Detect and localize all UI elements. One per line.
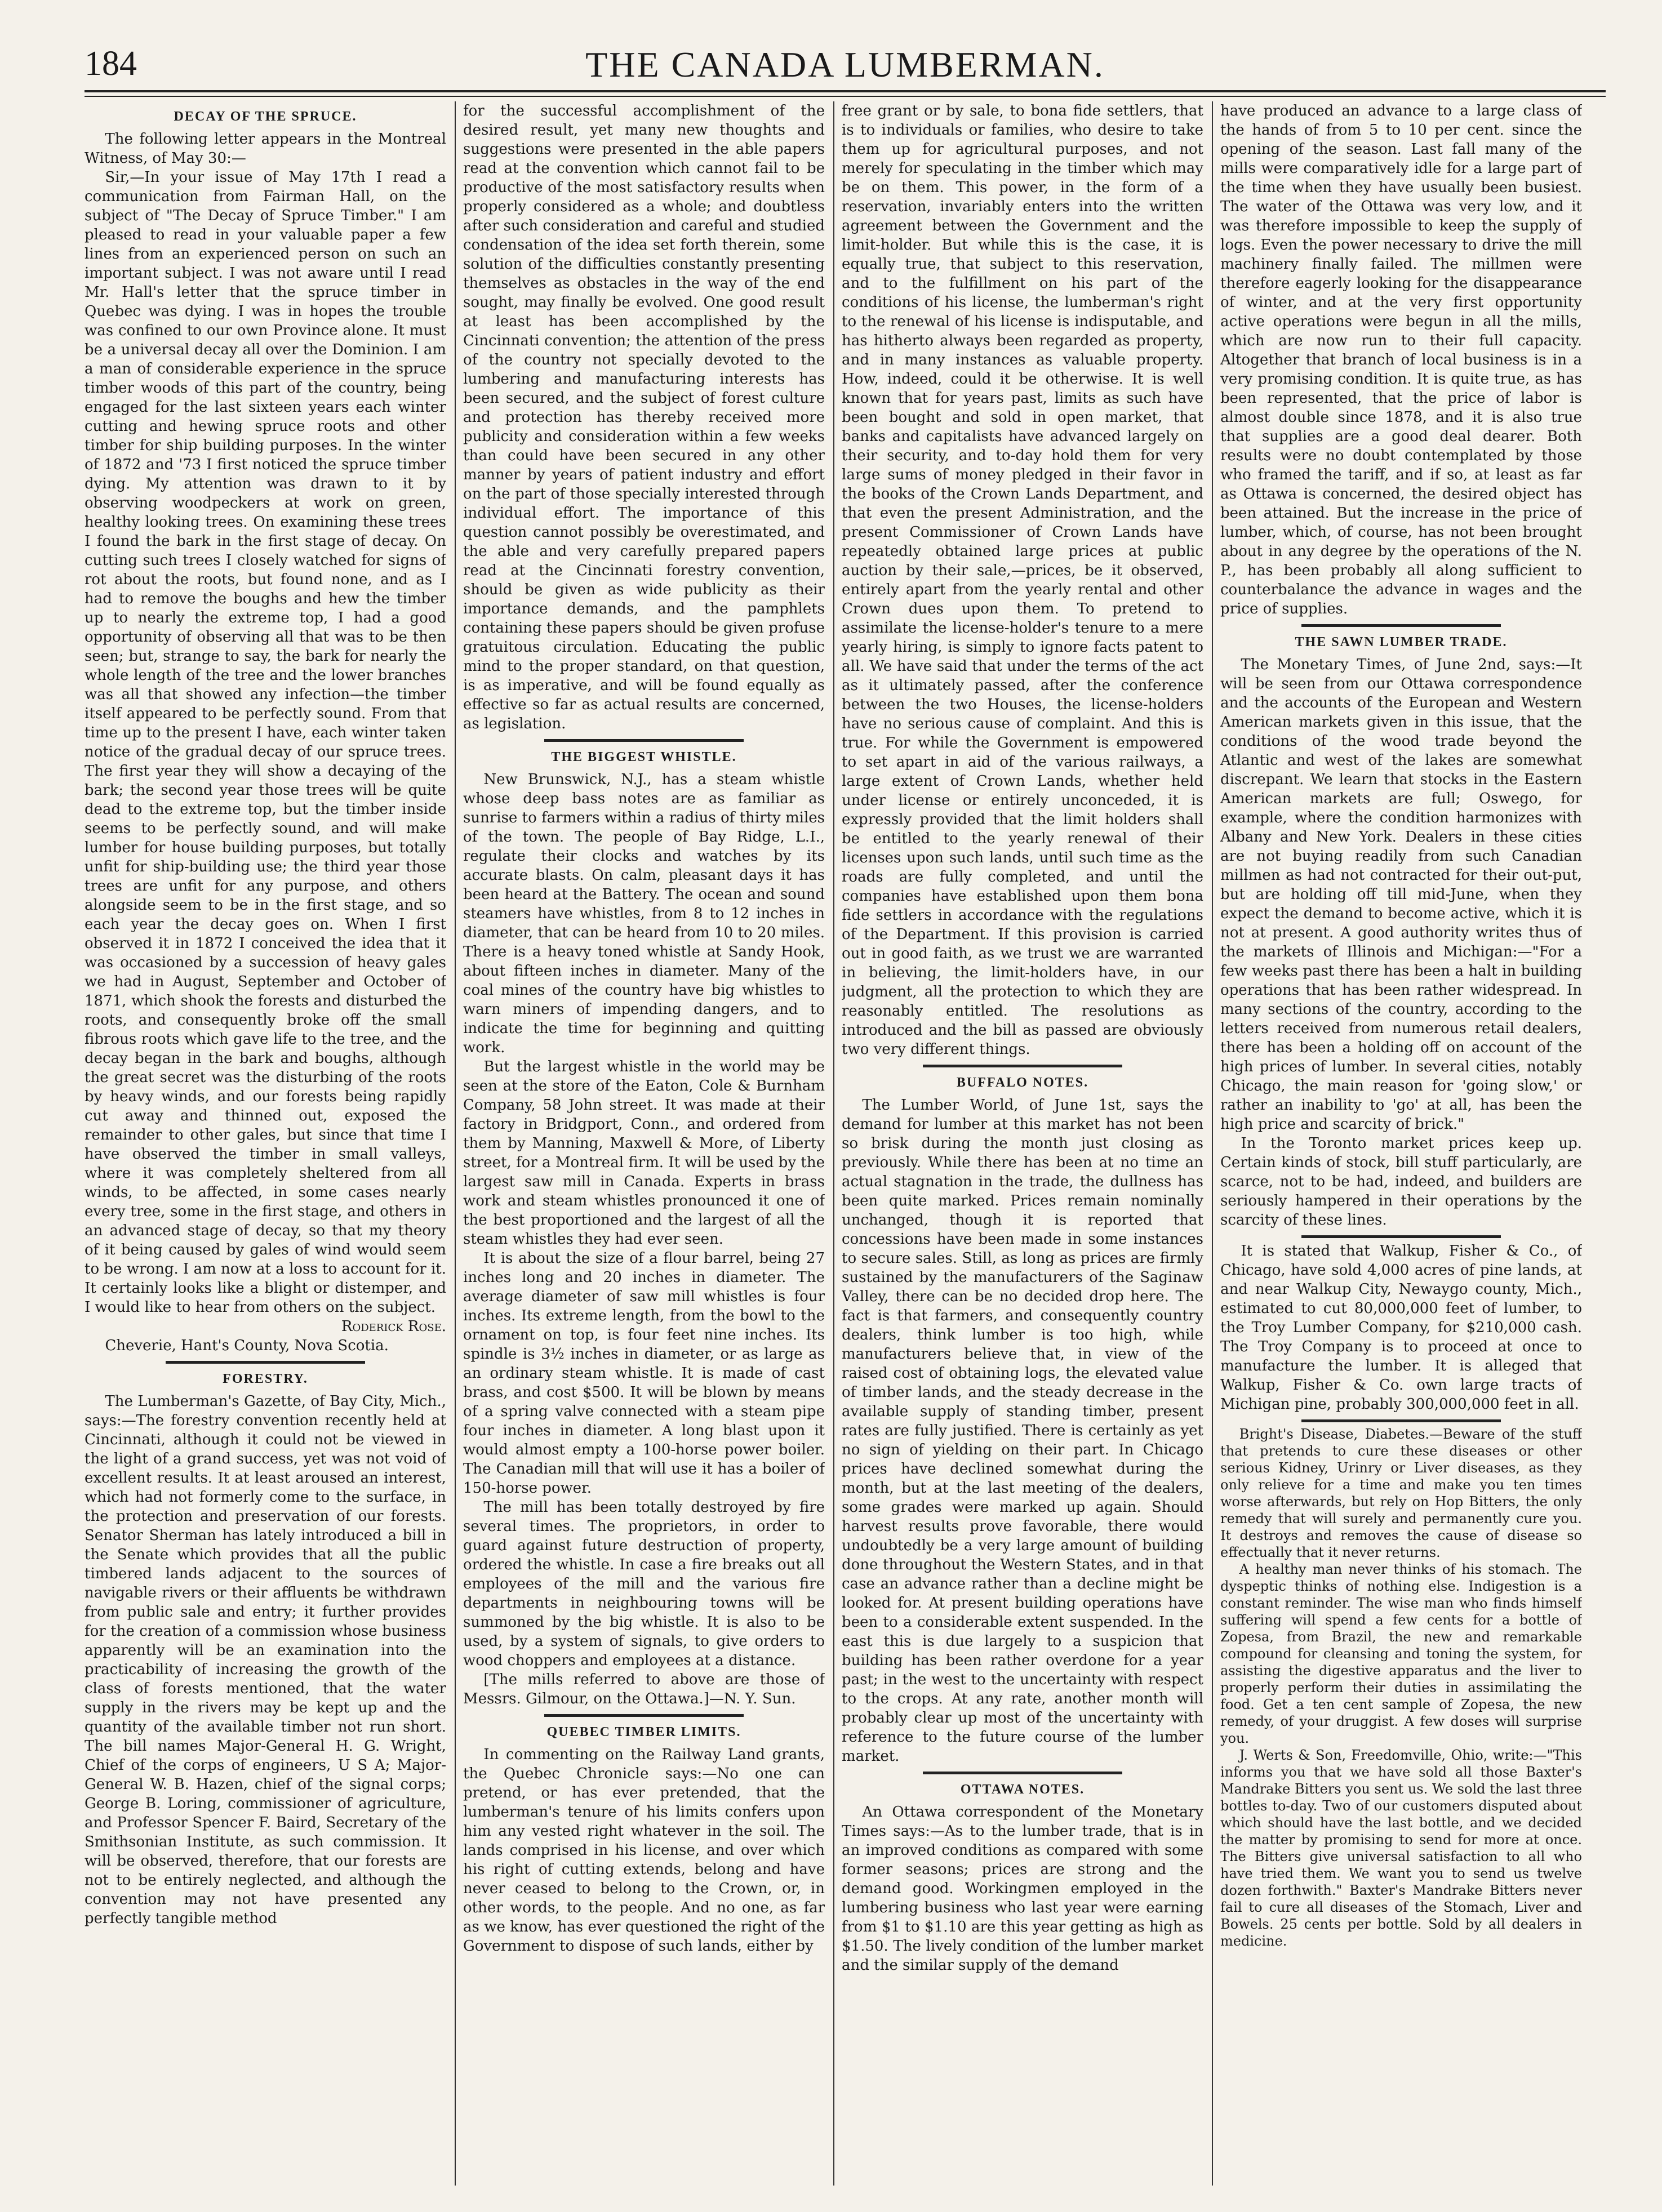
article-paragraph: A healthy man never thinks of his stomach. The dyspeptic thinks of nothing else. Indigestion is a constant reminder. The wise man who finds himself suffering will spend a few cents for a bottle of Zopesa, from Brazil, the new and remarkable compound for cleansing and toning the system, for assisting the digestive apparatus and the liver to properly perform their duties in assimilating the food. Get a ten cent sample of Zopesa, the new remedy, of your druggist. A few doses will surprise you. bbox=[1220, 1561, 1582, 1746]
article-heading: THE SAWN LUMBER TRADE. bbox=[1295, 635, 1508, 649]
article-paragraph: But the largest whistle in the world may be seen at the store of the Eaton, Cole & Burnham Company, 58 John street. It was made at their factory in Bridgport, Conn., and ordered from them by Manning, Maxwell & More, of Liberty street, for a Montreal firm. It will be used by the largest saw mill in Canada. Experts in brass work and steam whistles pronounced it one of the best proportioned and the largest of all the steam whistles they had ever seen. bbox=[463, 1058, 825, 1248]
article bbox=[842, 1772, 1203, 1975]
column-2 bbox=[463, 101, 825, 2197]
article-rule bbox=[923, 1065, 1122, 1067]
article-heading: QUEBEC TIMBER LIMITS. bbox=[546, 1725, 741, 1739]
article-paragraph: It is stated that Walkup, Fisher & Co., of Chicago, have sold 4,000 acres of pine lands, at and near Walkup City, Newaygo county, Mich., estimated to cut 80,000,000 feet of lumber, to the Troy Lumber Company, for $210,000 cash. The Troy Company is to proceed at once to manufacture the lumber. It is alleged that Walkup, Fisher & Co. own large tracts of Michigan pine, probably 300,000,000 feet in all. bbox=[1220, 1243, 1582, 1413]
masthead bbox=[85, 44, 1606, 95]
article-paragraph: Bright's Disease, Diabetes.—Beware of the stuff that pretends to cure these diseases or other serious Kidney, Urinry or Liver diseases, as they only relieve for a time and make you ten times worse afterwards, but rely on Hop Bitters, the only remedy that will surely and permanently cure you. It destroys and removes the cause of disease so effectually that it never returns. bbox=[1220, 1426, 1582, 1560]
article bbox=[1220, 624, 1582, 1230]
article-rule bbox=[166, 1361, 365, 1364]
column-separator bbox=[455, 101, 456, 2186]
article bbox=[842, 1065, 1203, 1766]
article bbox=[1220, 1419, 1582, 1950]
newspaper-title: THE CANADA LUMBERMAN. bbox=[585, 44, 1105, 84]
article bbox=[463, 1714, 825, 1956]
article-rule bbox=[1301, 624, 1500, 627]
article bbox=[85, 107, 446, 1355]
article-rule bbox=[1301, 1419, 1500, 1422]
article bbox=[463, 739, 825, 1708]
article-rule bbox=[544, 1714, 743, 1717]
article bbox=[1220, 101, 1582, 618]
column-separator bbox=[833, 101, 834, 2186]
article-paragraph: New Brunswick, N.J., has a steam whistle whose deep bass notes are as familiar as sunrise to farmers within a radius of thirty miles of the town. The people of Bay Ridge, L.I., regulate their clocks and watches by its accurate blasts. On calm, pleasant days it has been heard at the Battery. The ocean and sound steamers have whistles, from 8 to 12 inches in diameter, that can be heard from 10 to 20 miles. There is a heavy toned whistle at Sandy Hook, about fifteen inches in diameter. Many of the coal mines of the country have big whistles to warn miners of impending dangers, and to indicate the time for beginning and quitting work. bbox=[463, 771, 825, 1056]
masthead-rule bbox=[85, 90, 1606, 97]
article bbox=[85, 1361, 446, 1928]
column-1 bbox=[85, 101, 446, 2197]
article-paragraph: [The mills referred to above are those of Messrs. Gilmour, on the Ottawa.]—N. Y. Sun. bbox=[463, 1671, 825, 1707]
article bbox=[1220, 1235, 1582, 1414]
article-heading: THE BIGGEST WHISTLE. bbox=[551, 750, 737, 764]
article-paragraph: In commenting on the Railway Land grants, the Quebec Chronicle says:—No one can pretend, or has ever pretended, that the lumberman's tenure of his limits confers upon him any vested right whatever in the soil. The lands comprised in his license, and over which his right of cutting extends, belong and have never ceased to belong to the Crown, or, in other words, to the people. And no one, as far as we know, has ever questioned the right of the Government to dispose of such lands, either by bbox=[463, 1746, 825, 1955]
article-signature: Roderick Rose. bbox=[341, 1318, 446, 1335]
article-rule bbox=[1301, 1235, 1500, 1238]
article-paragraph: for the successful accomplishment of the desired result, yet many new thoughts and suggestions were presented in the able papers read at the convention which cannot fail to be productive of the most satisfactory results when properly considered as a whole; and doubtless after such consideration and careful and studied condensation of the idea set forth therein, some solution of the difficulties constantly presenting themselves as obstacles in the way of the end sought, may finally be evolved. One good result at least has been accomplished by the Cincinnati convention; the attention of the press of the country not specially devoted to the lumbering and manufacturing interests has been secured, and the subject of forest culture and protection has thereby received more publicity and consideration within a few weeks than could have been secured in any other manner by years of patient industry and effort on the part of those specially interested through individual effort. The importance of this question cannot possibly be overestimated, and the able and very carefully prepared papers read at the Cincinnati forestry convention, should be given as wide publicity as their importance demands, and the pamphlets containing these papers should be given profuse gratuitous circulation. Educating the public mind to the proper standard, on that question, is as imperative, and will be found equally as effective so far as actual results are concerned, as legislation. bbox=[463, 103, 825, 732]
article-heading: DECAY OF THE SPRUCE. bbox=[174, 109, 357, 124]
article-paragraph: Sir,—In your issue of May 17th I read a communication from Fairman Hall, on the subject of "The Decay of Spruce Timber." I am pleased to read in your valuable paper a few lines from an experienced person on such an important subject. I was not aware until I read Mr. Hall's letter that the spruce timber in Quebec was dying. I was in hopes the trouble was confined to our own Province alone. It must be a universal decay all over the Dominion. I am a man of considerable experience in the spruce timber woods of this part of the country, being engaged for the last sixteen years each winter cutting and hewing spruce roots and other timber for ship building purposes. In the winter of 1872 and '73 I first noticed the spruce timber dying. My attention was drawn to it by observing woodpeckers at work on green, healthy looking trees. On examining these trees I found the bark in the first stage of decay. On cutting such trees I closely watched for signs of rot about the roots, but found none, and as I had to remove the boughs and hew the timber up to nearly the extreme top, I had a good opportunity of observing all that was to be then seen; but, strange to say, the bark for nearly the whole length of the tree and the lower branches was all that showed any infection—the timber itself appeared to be perfectly sound. From that time up to the present I have, each winter taken notice of the gradual decay of our spruce trees. The first year they will show a decaying of the bark; the second year those trees will be quite dead to the extreme top, but the timber inside seems to be perfectly sound, and will make lumber for house building purposes, but totally unfit for ship-building use; the third year those trees are unfit for any purpose, and others alongside seem to be in the first stage, and so each year the decay goes on. When I first observed it in 1872 I conceived the idea that it was occasioned by a succession of heavy gales we had in August, September and October of 1871, which shook the forests and disturbed the roots, and consequently broke off the small fibrous roots which gave life to the tree, and the decay began in the bark and boughs, although the great secret was the disturbing of the roots by heavy winds, and our forests being rapidly cut away and thinned out, exposed the remainder to other gales, but since that time I have observed the timber in small valleys, where it was completely sheltered from all winds, to be affected, in some cases nearly every tree, some in the first stage, and others in an advanced stage of decay, so that my theory of it being caused by gales of wind would seem to be wrong. I am now at a loss to account for it. It certainly looks like a blight or distemper, and I would like to hear from others on the subject. bbox=[85, 169, 446, 1316]
article-heading: OTTAWA NOTES. bbox=[960, 1782, 1085, 1797]
article-paragraph: An Ottawa correspondent of the Monetary Times says:—As to the lumber trade, that is in an improved conditions as compared with some former seasons; prices are strong and the demand good. Workingmen employed in the lumbering business who last year were earning from $1 to $1.10 are this year getting as high as $1.50. The lively condition of the lumber market and the similar supply of the demand bbox=[842, 1804, 1203, 1974]
article-paragraph: free grant or by sale, to bona fide settlers, that is to individuals or families, who desire to take them up for agricultural purposes, and not merely for speculating in the timber which may be on them. This power, in the form of a reservation, invariably enters into the written agreement between the Government and the limit-holder. But while this is the case, it is equally true, that subject to this reservation, and to the fulfillment on his part of the conditions of his license, the lumberman's right to the renewal of his license is indisputable, and has hitherto always been regarded as property, and in many instances as valuable property. How, indeed, could it be otherwise. It is well known that for years past, limits as such have been bought and sold in open market, that banks and capitalists have advanced largely on their security, and to-day hold them for very large sums of money pledged in their favor in the books of the Crown Lands Department, and that even the present Administration, and the present Commissioner of Crown Lands have repeatedly obtained large prices at public auction by their sale,—prices, be it observed, entirely apart from the yearly rental and other Crown dues upon them. To pretend to assimilate the license-holder's tenure to a mere yearly hiring, is simply to ignore facts patent to all. We have said that under the terms of the act as it ultimately passed, after the conference between the two Houses, the license-holders have no serious cause of complaint. And this is true. For while the Government is empowered to set apart in aid of the various railways, a large extent of Crown Lands, whether held under license or entirely unconceded, it is expressly provided that the limit holders shall be entitled to the yearly renewal of their licenses upon such lands, until such time as the roads are fully completed, and until the companies have established upon them bona fide settlers in accordance with the regulations of the Department. If this provision is carried out in good faith, as we trust we are warranted in believing, the limit-holders have, in our judgment, all the protection to which they are reasonably entitled. The resolutions as introduced and the bill as passed are obviously two very different things. bbox=[842, 103, 1203, 1058]
article-dateline: Cheverie, Hant's County, Nova Scotia. bbox=[105, 1337, 389, 1354]
column-separator bbox=[1212, 101, 1213, 2186]
article-heading: BUFFALO NOTES. bbox=[956, 1075, 1089, 1090]
article bbox=[463, 101, 825, 733]
article-paragraph: It is about the size of a flour barrel, being 27 inches long and 20 inches in diameter. The average diameter of saw mill whistles is four inches. Its extreme length, from the bowl to the ornament on top, is four feet nine inches. Its spindle is 3½ inches in diameter, or as large as an ordinary steam whistle. It is made of cast brass, and cost $500. It will be blown by means of a spring valve connected with a steam pipe four inches in diameter. A long blast upon it would almost empty a 100-horse power boiler. The Canadian mill that will use it has a boiler of 150-horse power. bbox=[463, 1250, 825, 1497]
article-paragraph: The Monetary Times, of June 2nd, says:—It will be seen from our Ottawa correspondence and the accounts of the European and Western American markets given in this issue, that the conditions of the wood trade beyond the Atlantic and west of the lakes are somewhat discrepant. We learn that stocks in the Eastern American markets are full; Oswego, for example, where the condition harmonizes with Albany and New York. Dealers in these cities are not buying readily from such Canadian millmen as had not contracted for their out-put, but are holding off till mid-June, when they expect the demand to become active, which it is not at present. A good authority writes thus of the markets of Illinois and Michigan:—"For a few weeks past there has been a halt in building operations that has been rather widespread. In many sections of the country, according to the letters received from numerous retail dealers, there has been a holding off on account of the high prices of lumber. In several cities, notably Chicago, the main reason for 'going slow,' or rather an inability to 'go' at all, has been the high price and scarcity of brick." bbox=[1220, 656, 1582, 1133]
page-number: 184 bbox=[85, 44, 137, 83]
article-paragraph: In the Toronto market prices keep up. Certain kinds of stock, bill stuff particularly, are scarce, not to be had, indeed, and builders are seriously hampered in their operations by the scarcity of these lines. bbox=[1220, 1135, 1582, 1229]
article-paragraph: J. Werts & Son, Freedomville, Ohio, write:—"This informs you that we have sold all those Baxter's Mandrake Bitters you sent us. We sold the last three bottles to-day. Two of our customers disputed about which should have the last bottle, and we decided the matter by promising to send for more at once. The Bitters give universal satisfaction to all who have tried them. We want you to send us twelve dozen forthwith." Baxter's Mandrake Bitters never fail to cure all diseases of the Stomach, Liver and Bowels. 25 cents per bottle. Sold by all dealers in medicine. bbox=[1220, 1747, 1582, 1949]
column-4 bbox=[1220, 101, 1582, 2197]
article-heading: FORESTRY. bbox=[223, 1372, 308, 1386]
article bbox=[842, 101, 1203, 1059]
article-rule bbox=[544, 739, 743, 742]
article-paragraph: have produced an advance to a large class of the hands of from 5 to 10 per cent. since the opening of the season. Last fall many of the mills were comparatively idle for a large part of the time when they have usually been busiest. The water of the Ottawa was very low, and it was therefore impossible to keep the supply of logs. Even the power necessary to drive the mill machinery finally failed. The millmen were therefore eagerly looking for the disappearance of winter, and at the very first opportunity active operations were begun in all the mills, which are now run to their full capacity. Altogether that branch of local business is in a very promising condition. It is quite true, as has been represented, that the price of labor is almost double since 1878, and it is also true that supplies are a good deal dearer. Both results were no doubt contemplated by those who framed the tariff, and if so, at least as far as Ottawa is concerned, the desired object has been attained. But the increase in the price of lumber, which, of course, has not been brought about in any degree by the operations of the N. P., has been probably all along sufficient to counterbalance the advance in wages and the price of supplies. bbox=[1220, 103, 1582, 617]
article-paragraph: The Lumberman's Gazette, of Bay City, Mich., says:—The forestry convention recently held at Cincinnati, although it could not be viewed in the light of a grand success, yet was not void of excellent results. It at least aroused an interest, which had not formerly come to the surface, in the protection and preservation of our forests. Senator Sherman has lately introduced a bill in the Senate which provides that all the public timbered lands adjacent to the sources of navigable rivers or their affluents be withdrawn from public sale and entry; it further provides for the creation of a commission whose business apparently will be an examination into the practicability of increasing the growth of the class of forests mentioned, that the water supply in the rivers may be kept up and the quantity of the available timber not run short. The bill names Major-General H. G. Wright, Chief of the corps of engineers, U S A; Major-General W. B. Hazen, chief of the signal corps; George B. Loring, commissioner of agriculture, and Professor Spencer F. Baird, Secretary of the Smithsonian Institute, as such commission. It will be observed, therefore, that our forests are not to be entirely neglected, and although the convention may not have presented any perfectly tangible method bbox=[85, 1393, 446, 1927]
column-3 bbox=[842, 101, 1203, 2197]
article-paragraph: The Lumber World, of June 1st, says the demand for lumber at this market has not been so brisk during the month just closing as previously. While there has been at no time an actual stagnation in the trade, the dullness has been quite marked. Prices remain nominally unchanged, though it is reported that concessions have been made in some instances to secure sales. Still, as long as prices are firmly sustained by the manufacturers of the Saginaw Valley, there can be no decided drop here. The fact is that farmers, and consequently country dealers, think lumber is too high, while manufacturers believe that, in view of the raised cost of obtaining logs, the elevated value of timber lands, and the steady decrease in the available supply of standing timber, present rates are fully justified. There is certainly as yet no sign of yielding on their part. In Chicago prices have declined somewhat during the month, but at the last meeting of the dealers, some grades were marked up again. Should harvest results prove favorable, there would undoubtedly be a very large amount of building done throughout the Western States, and in that case an advance rather than a decline might be looked for. At present building operations have been to a considerable extent suspended. In the east this is due largely to a suspicion that building has been rather overdone for a year past; in the west to the uncertainty with respect to the crops. At any rate, another month will probably clear up most of the uncertainty with reference to the future course of the lumber market. bbox=[842, 1097, 1203, 1765]
article-paragraph: The mill has been totally destroyed by fire several times. The proprietors, in order to guard against future destruction of property, ordered the whistle. In case a fire breaks out all employees of the mill and the various fire departments in neighbouring towns will be summoned by the big whistle. It is also to be used, by a system of signals, to give orders to wood choppers and employees at a distance. bbox=[463, 1499, 825, 1669]
article-paragraph: The following letter appears in the Montreal Witness, of May 30:— bbox=[85, 131, 446, 167]
article-rule bbox=[923, 1772, 1122, 1774]
